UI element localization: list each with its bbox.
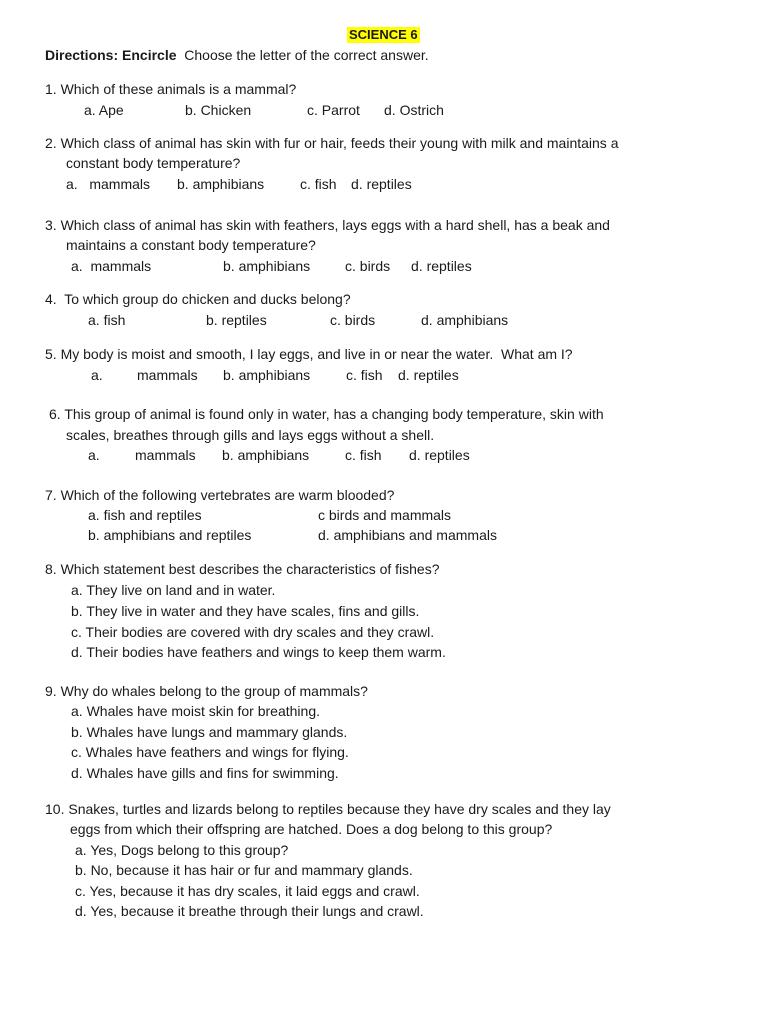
question-8-option-a[interactable]: a. They live on land and in water. [71, 582, 276, 598]
directions-text: Choose the letter of the correct answer. [176, 47, 429, 63]
question-10-option-c[interactable]: c. Yes, because it has dry scales, it laid eggs and crawl. [75, 883, 420, 899]
question-1-option-c[interactable]: c. Parrot [307, 102, 360, 118]
question-7-option-c[interactable]: c birds and mammals [318, 507, 452, 523]
question-4-option-c[interactable]: c. birds [330, 312, 376, 328]
question-9-option-a[interactable]: a. Whales have moist skin for breathing. [71, 703, 321, 719]
question-1-option-d[interactable]: d. Ostrich [384, 102, 444, 118]
question-7-option-a[interactable]: a. fish and reptiles [88, 507, 202, 523]
question-1-option-b[interactable]: b. Chicken [185, 102, 252, 118]
question-7-option-b[interactable]: b. amphibians and reptiles [88, 527, 252, 543]
question-10-stem-line2: eggs from which their offspring are hatched. Does a dog belong to this group? [70, 821, 553, 837]
directions [45, 47, 429, 63]
question-10-option-b[interactable]: b. No, because it has hair or fur and mammary glands. [75, 862, 413, 878]
question-2-option-d[interactable]: d. reptiles [351, 176, 412, 192]
question-1-option-a[interactable]: a. Ape [84, 102, 124, 118]
question-9-option-d[interactable]: d. Whales have gills and fins for swimming. [71, 765, 339, 781]
question-2-stem-line2: constant body temperature? [66, 155, 241, 171]
question-3-option-b[interactable]: b. amphibians [223, 258, 311, 274]
question-4-option-a[interactable]: a. fish [88, 312, 126, 328]
question-8-option-c[interactable]: c. Their bodies are covered with dry scales and they crawl. [71, 624, 435, 640]
question-5-option-a-letter[interactable]: a. [91, 367, 103, 383]
question-2-option-c[interactable]: c. fish [300, 176, 337, 192]
question-6-option-d[interactable]: d. reptiles [409, 447, 470, 463]
question-3-stem-line1: 3. Which class of animal has skin with feathers, lays eggs with a hard shell, has a beak and [45, 217, 610, 233]
question-8-option-b[interactable]: b. They live in water and they have scales, fins and gills. [71, 603, 420, 619]
question-3-option-c[interactable]: c. birds [345, 258, 391, 274]
question-6-option-a-text[interactable]: mammals [135, 447, 196, 463]
question-5-option-d[interactable]: d. reptiles [398, 367, 459, 383]
question-6-stem-line1: 6. This group of animal is found only in water, has a changing body temperature, skin with [49, 406, 604, 422]
question-7-option-d[interactable]: d. amphibians and mammals [318, 527, 497, 543]
question-3-option-a[interactable]: a. mammals [71, 258, 152, 274]
question-3-stem-line2: maintains a constant body temperature? [66, 237, 316, 253]
question-10-option-a[interactable]: a. Yes, Dogs belong to this group? [75, 842, 289, 858]
question-5-option-b[interactable]: b. amphibians [223, 367, 311, 383]
question-4-stem: 4. To which group do chicken and ducks belong? [45, 291, 351, 307]
question-9-option-b[interactable]: b. Whales have lungs and mammary glands. [71, 724, 348, 740]
question-5-option-c[interactable]: c. fish [346, 367, 383, 383]
question-6-option-a-letter[interactable]: a. [88, 447, 100, 463]
question-4-option-d[interactable]: d. amphibians [421, 312, 509, 328]
question-2-stem-line1: 2. Which class of animal has skin with fur or hair, feeds their young with milk and maintains a [45, 135, 619, 151]
question-3-option-d[interactable]: d. reptiles [411, 258, 472, 274]
question-9-stem: 9. Why do whales belong to the group of mammals? [45, 683, 368, 699]
question-8-option-d[interactable]: d. Their bodies have feathers and wings to keep them warm. [71, 644, 446, 660]
question-4-option-b[interactable]: b. reptiles [206, 312, 267, 328]
question-7-stem: 7. Which of the following vertebrates are warm blooded? [45, 487, 395, 503]
question-6-stem-line2: scales, breathes through gills and lays eggs without a shell. [66, 427, 435, 443]
question-5-option-a-text[interactable]: mammals [137, 367, 198, 383]
directions-label: Directions: Encircle [45, 47, 177, 63]
question-8-stem: 8. Which statement best describes the characteristics of fishes? [45, 561, 440, 577]
page-title: SCIENCE 6 [349, 27, 418, 42]
question-5-stem: 5. My body is moist and smooth, I lay eggs, and live in or near the water. What am I? [45, 346, 573, 362]
question-6-option-c[interactable]: c. fish [345, 447, 382, 463]
question-10-stem-line1: 10. Snakes, turtles and lizards belong to reptiles because they have dry scales and they lay [45, 801, 611, 817]
question-1-stem: 1. Which of these animals is a mammal? [45, 81, 297, 97]
question-2-option-b[interactable]: b. amphibians [177, 176, 265, 192]
question-6-option-b[interactable]: b. amphibians [222, 447, 310, 463]
question-10-option-d[interactable]: d. Yes, because it breathe through their lungs and crawl. [75, 903, 424, 919]
question-2-option-a[interactable]: a. mammals [66, 176, 151, 192]
question-9-option-c[interactable]: c. Whales have feathers and wings for flying. [71, 744, 349, 760]
